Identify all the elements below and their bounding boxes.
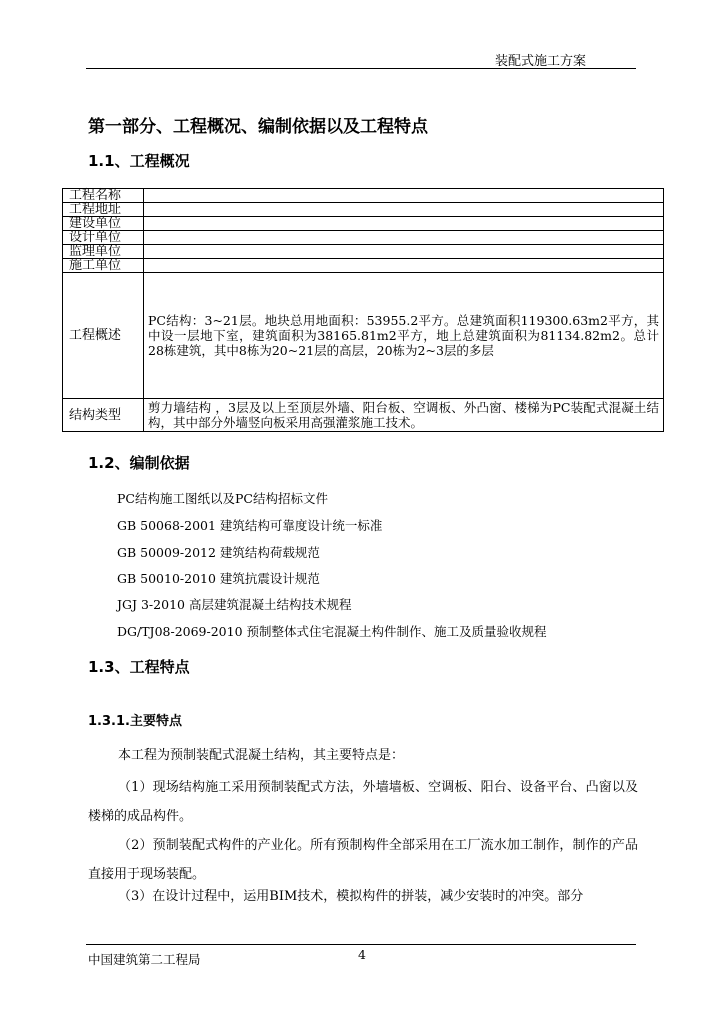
row-label: 施工单位 xyxy=(63,259,144,273)
section-title: 第一部分、工程概况、编制依据以及工程特点 xyxy=(88,117,428,137)
row-value xyxy=(144,245,664,259)
feature-paragraph-1: （1）现场结构施工采用预制装配式方法，外墙墙板、空调板、阳台、设备平台、凸窗以及楼梯的成品构件。 xyxy=(88,780,638,824)
table-row xyxy=(63,259,664,273)
row-value xyxy=(144,259,664,273)
basis-item: GB 50010-2010 建筑抗震设计规范 xyxy=(117,571,320,586)
table-row-structure xyxy=(63,399,664,432)
basis-item: JGJ 3-2010 高层建筑混凝土结构技术规程 xyxy=(117,597,352,612)
structure-text: 剪力墙结构 ，3层及以上至顶层外墙、阳台板、空调板、外凸窗、楼梯为PC装配式混凝土结构，其中部分外墙竖向板采用高强灌浆施工技术。 xyxy=(144,399,664,432)
table-row xyxy=(63,189,664,203)
table-row xyxy=(63,245,664,259)
project-info-table xyxy=(62,188,664,432)
header-rule xyxy=(86,68,636,69)
footer-rule xyxy=(86,944,636,945)
footer-org: 中国建筑第二工程局 xyxy=(88,952,201,967)
page-number: 4 xyxy=(358,947,366,962)
table-row xyxy=(63,231,664,245)
table-row-overview xyxy=(63,273,664,399)
overview-text: PC结构：3~21层。地块总用地面积：53955.2平方。总建筑面积119300.63m2平方，其中设一层地下室，建筑面积为38165.81m2平方，地上总建筑面积为81134.82m2。总计28栋建筑，其中8栋为20~21层的高层，20栋为2~3层的多层 xyxy=(144,273,664,399)
row-label: 建设单位 xyxy=(63,217,144,231)
basis-item: DG/TJ08-2069-2010 预制整体式住宅混凝土构件制作、施工及质量验收规程 xyxy=(117,624,547,639)
heading-1-3: 1.3、工程特点 xyxy=(88,658,190,676)
row-value xyxy=(144,231,664,245)
row-value xyxy=(144,217,664,231)
row-value xyxy=(144,203,664,217)
table-row xyxy=(63,203,664,217)
intro-paragraph: 本工程为预制装配式混凝土结构，其主要特点是： xyxy=(118,748,405,763)
heading-1-1: 1.1、工程概况 xyxy=(88,152,190,170)
feature-paragraph-2: （2）预制装配式构件的产业化。所有预制构件全部采用在工厂流水加工制作，制作的产品直接用于现场装配。 xyxy=(88,838,638,882)
row-label: 设计单位 xyxy=(63,231,144,245)
table-row xyxy=(63,217,664,231)
row-label: 监理单位 xyxy=(63,245,144,259)
row-label: 工程名称 xyxy=(63,189,144,203)
basis-item: GB 50068-2001 建筑结构可靠度设计统一标准 xyxy=(117,518,383,533)
heading-1-3-1: 1.3.1.主要特点 xyxy=(88,714,182,729)
basis-item: PC结构施工图纸以及PC结构招标文件 xyxy=(117,491,328,506)
basis-item: GB 50009-2012 建筑结构荷载规范 xyxy=(117,545,320,560)
feature-paragraph-3: （3）在设计过程中，运用BIM技术，模拟构件的拼装，减少安装时的冲突。部分 xyxy=(118,889,584,904)
row-value xyxy=(144,189,664,203)
structure-label: 结构类型 xyxy=(63,399,144,432)
overview-label: 工程概述 xyxy=(63,273,144,399)
heading-1-2: 1.2、编制依据 xyxy=(88,454,190,472)
header-title: 装配式施工方案 xyxy=(494,54,586,69)
row-label: 工程地址 xyxy=(63,203,144,217)
